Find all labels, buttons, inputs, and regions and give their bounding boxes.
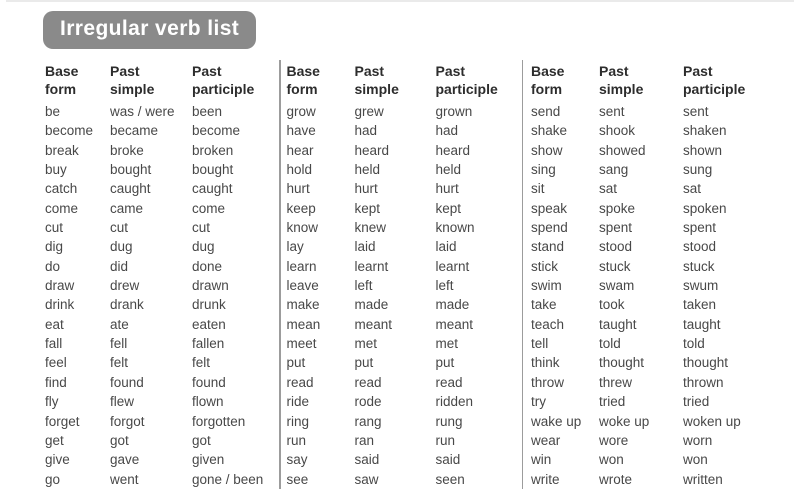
- verb-cell: had: [354, 123, 378, 139]
- header-line: participle: [435, 80, 498, 97]
- verb-cell: drunk: [192, 297, 226, 313]
- verb-cell: learnt: [354, 258, 389, 274]
- verb-cell: say: [286, 452, 308, 468]
- verb-cell: found: [192, 374, 226, 390]
- verb-cell: thrown: [683, 374, 724, 390]
- column-header-past-simple: [110, 60, 192, 102]
- verb-cell: read: [286, 374, 314, 390]
- verb-cell: won: [683, 452, 708, 468]
- verb-cell: threw: [599, 374, 633, 390]
- verb-cell: left: [354, 278, 373, 294]
- verb-cell: shook: [599, 123, 636, 139]
- verb-cell: felt: [110, 355, 129, 371]
- verb-cell: give: [45, 452, 70, 468]
- verb-cell: woken up: [683, 413, 741, 429]
- verb-cell: forgotten: [192, 413, 246, 429]
- header-line: Past: [110, 63, 140, 79]
- verb-cell: tried: [599, 394, 626, 410]
- header-line: Base: [45, 63, 79, 79]
- verb-cell: sang: [599, 162, 629, 178]
- header-line: Past: [354, 63, 385, 79]
- verb-cell: saw: [354, 471, 379, 487]
- column-header-past-simple: [355, 60, 436, 102]
- verb-cell: stuck: [599, 258, 631, 274]
- verb-cell: drink: [45, 297, 75, 313]
- verb-cell: become: [192, 123, 241, 139]
- verb-cell: given: [192, 452, 225, 468]
- column-header-base-form: [287, 60, 355, 102]
- verb-cell: drawn: [192, 278, 229, 294]
- verb-cell: throw: [531, 374, 565, 390]
- verb-cell: hurt: [435, 181, 459, 197]
- verb-cell: lay: [286, 239, 304, 255]
- header-line: simple: [110, 80, 155, 97]
- verb-cell: break: [45, 142, 79, 158]
- verb-cell: meant: [354, 316, 393, 332]
- verb-cell: become: [45, 123, 94, 139]
- header-line: participle: [192, 80, 255, 97]
- verb-cell: made: [354, 297, 389, 313]
- verb-cell: show: [531, 142, 563, 158]
- verb-cell: swim: [531, 278, 562, 294]
- verb-cell: said: [354, 452, 380, 468]
- verb-cell: ate: [110, 316, 129, 332]
- verb-cell: meant: [435, 316, 474, 332]
- verb-cell: meet: [286, 336, 317, 352]
- verb-cell: kept: [435, 200, 462, 216]
- verb-cell: run: [286, 432, 307, 448]
- header-line: Past: [435, 63, 466, 79]
- verb-cell: spoke: [599, 200, 636, 216]
- verb-cell: heard: [354, 142, 390, 158]
- verb-cell: dig: [45, 239, 64, 255]
- verb-cell: come: [192, 200, 226, 216]
- verb-cell: became: [110, 123, 159, 139]
- verb-cell: have: [286, 123, 316, 139]
- verb-table-group-2: [287, 60, 521, 489]
- verb-cell: left: [435, 278, 454, 294]
- header-line: form: [286, 80, 318, 97]
- verb-cell: wear: [531, 432, 561, 448]
- verb-cell: swum: [683, 278, 719, 294]
- verb-cell: put: [354, 355, 374, 371]
- verb-cell: get: [45, 432, 64, 448]
- verb-cell: flew: [110, 394, 135, 410]
- verb-cell: met: [354, 336, 378, 352]
- verb-cell: bought: [192, 162, 234, 178]
- verb-cell: had: [435, 123, 459, 139]
- verb-cell: stick: [531, 258, 558, 274]
- verb-cell: showed: [599, 142, 646, 158]
- verb-cell: put: [286, 355, 306, 371]
- verb-cell: stood: [599, 239, 633, 255]
- verb-cell: stood: [683, 239, 717, 255]
- verb-cell: done: [192, 258, 223, 274]
- verb-cell: found: [110, 374, 144, 390]
- verb-cell: stuck: [683, 258, 715, 274]
- verb-cell: laid: [435, 239, 457, 255]
- header-line: Past: [683, 63, 713, 79]
- verb-cell: ridden: [435, 394, 474, 410]
- verb-cell: find: [45, 374, 67, 390]
- verb-cell: hurt: [354, 181, 378, 197]
- verb-cell: took: [599, 297, 625, 313]
- verb-cell: sat: [599, 181, 618, 197]
- verb-cell: gave: [110, 452, 140, 468]
- header-line: simple: [599, 80, 644, 97]
- verb-cell: leave: [286, 278, 319, 294]
- verb-cell: held: [435, 162, 462, 178]
- verb-cell: run: [435, 432, 456, 448]
- verb-cell: read: [354, 374, 382, 390]
- header-line: Past: [192, 63, 222, 79]
- verb-cell: ring: [286, 413, 310, 429]
- verb-cell: eaten: [192, 316, 226, 332]
- verb-cell: sing: [531, 162, 556, 178]
- verb-cell: hear: [286, 142, 314, 158]
- verb-cell: gone / been: [192, 471, 264, 487]
- verb-cell: cut: [192, 220, 211, 236]
- verb-cell: knew: [354, 220, 387, 236]
- verb-cell: shown: [683, 142, 723, 158]
- verb-cell: try: [531, 394, 546, 410]
- verb-cell: ride: [286, 394, 310, 410]
- header-line: Base: [286, 63, 320, 79]
- verb-cell: taken: [683, 297, 717, 313]
- verb-cell: written: [683, 471, 723, 487]
- verb-cell: spent: [599, 220, 633, 236]
- verb-cell: woke up: [599, 413, 650, 429]
- verb-cell: held: [354, 162, 381, 178]
- verb-cell: sent: [683, 104, 709, 119]
- verb-cell: dug: [110, 239, 133, 255]
- verb-cell: caught: [110, 181, 151, 197]
- verb-cell: worn: [683, 432, 713, 448]
- verb-cell: eat: [45, 316, 64, 332]
- verb-cell: rode: [354, 394, 382, 410]
- irregular-verb-table: [45, 60, 799, 489]
- verb-cell: learn: [286, 258, 317, 274]
- verb-cell: grow: [286, 104, 316, 119]
- verb-cell: taught: [599, 316, 637, 332]
- verb-cell: tried: [683, 394, 710, 410]
- verb-cell: fall: [45, 336, 63, 352]
- verb-cell: sat: [683, 181, 702, 197]
- verb-cell: sung: [683, 162, 713, 178]
- verb-cell: spoken: [683, 200, 727, 216]
- verb-cell: taught: [683, 316, 721, 332]
- verb-cell: make: [286, 297, 320, 313]
- verb-cell: kept: [354, 200, 381, 216]
- verb-cell: grew: [354, 104, 384, 119]
- header-line: participle: [683, 80, 746, 97]
- verb-table-group-1: [45, 60, 278, 489]
- verb-cell: shake: [531, 123, 568, 139]
- verb-cell: forgot: [110, 413, 145, 429]
- verb-cell: sent: [599, 104, 625, 119]
- verb-cell: thought: [683, 355, 729, 371]
- verb-cell: mean: [286, 316, 321, 332]
- verb-table-group-3: [531, 60, 799, 489]
- verb-cell: came: [110, 200, 144, 216]
- column-header-base-form: [531, 60, 599, 102]
- verb-cell: think: [531, 355, 560, 371]
- column-header-past-simple: [599, 60, 683, 102]
- verb-cell: ran: [354, 432, 375, 448]
- header-line: Base: [531, 63, 565, 79]
- verb-cell: flown: [192, 394, 224, 410]
- column-divider: [279, 60, 281, 489]
- verb-cell: grown: [435, 104, 473, 119]
- verb-cell: said: [435, 452, 461, 468]
- verb-cell: know: [286, 220, 319, 236]
- verb-cell: laid: [354, 239, 376, 255]
- verb-cell: got: [192, 432, 211, 448]
- verb-cell: told: [599, 336, 621, 352]
- verb-cell: go: [45, 471, 61, 487]
- header-line: form: [531, 80, 563, 97]
- page-title: Irregular verb list: [43, 11, 256, 49]
- verb-cell: tell: [531, 336, 549, 352]
- verb-cell: do: [45, 258, 61, 274]
- verb-cell: cut: [45, 220, 64, 236]
- verb-cell: stand: [531, 239, 565, 255]
- verb-cell: made: [435, 297, 470, 313]
- verb-cell: did: [110, 258, 129, 274]
- verb-cell: see: [286, 471, 309, 487]
- verb-cell: be: [45, 104, 61, 119]
- verb-cell: wore: [599, 432, 629, 448]
- verb-cell: speak: [531, 200, 568, 216]
- verb-cell: dug: [192, 239, 215, 255]
- verb-cell: told: [683, 336, 705, 352]
- verb-cell: sit: [531, 181, 545, 197]
- verb-cell: send: [531, 104, 561, 119]
- verb-cell: cut: [110, 220, 129, 236]
- verb-cell: swam: [599, 278, 635, 294]
- verb-cell: fallen: [192, 336, 225, 352]
- verb-cell: wrote: [599, 471, 633, 487]
- header-line: form: [45, 80, 77, 97]
- verb-cell: teach: [531, 316, 565, 332]
- verb-cell: forget: [45, 413, 80, 429]
- verb-cell: keep: [286, 200, 316, 216]
- verb-cell: draw: [45, 278, 75, 294]
- verb-cell: win: [531, 452, 552, 468]
- header-line: simple: [354, 80, 399, 97]
- verb-cell: hurt: [286, 181, 310, 197]
- verb-cell: catch: [45, 181, 78, 197]
- verb-cell: come: [45, 200, 79, 216]
- verb-cell: put: [435, 355, 455, 371]
- verb-cell: drew: [110, 278, 140, 294]
- verb-cell: learnt: [435, 258, 470, 274]
- column-header-past-participle: [192, 60, 278, 102]
- verb-cell: felt: [192, 355, 211, 371]
- verb-cell: write: [531, 471, 560, 487]
- verb-cell: wake up: [531, 413, 582, 429]
- verb-cell: feel: [45, 355, 67, 371]
- column-divider: [522, 60, 524, 489]
- verb-cell: met: [435, 336, 459, 352]
- verb-cell: shaken: [683, 123, 727, 139]
- verb-cell: bought: [110, 162, 152, 178]
- column-header-base-form: [45, 60, 110, 102]
- verb-cell: rang: [354, 413, 382, 429]
- verb-cell: rung: [435, 413, 463, 429]
- verb-cell: read: [435, 374, 463, 390]
- verb-cell: fell: [110, 336, 128, 352]
- verb-cell: caught: [192, 181, 233, 197]
- column-header-past-participle: [436, 60, 521, 102]
- top-border-line: [6, 0, 794, 2]
- verb-cell: heard: [435, 142, 471, 158]
- verb-cell: was / were: [110, 104, 175, 119]
- verb-cell: drank: [110, 297, 144, 313]
- verb-cell: won: [599, 452, 624, 468]
- header-line: Past: [599, 63, 629, 79]
- verb-cell: take: [531, 297, 557, 313]
- verb-cell: been: [192, 104, 223, 119]
- verb-cell: got: [110, 432, 129, 448]
- verb-cell: spend: [531, 220, 568, 236]
- verb-cell: thought: [599, 355, 645, 371]
- verb-cell: broken: [192, 142, 234, 158]
- verb-cell: known: [435, 220, 475, 236]
- verb-cell: fly: [45, 394, 59, 410]
- verb-cell: went: [110, 471, 139, 487]
- verb-cell: buy: [45, 162, 67, 178]
- column-header-past-participle: [683, 60, 799, 102]
- verb-cell: seen: [435, 471, 465, 487]
- verb-cell: broke: [110, 142, 144, 158]
- verb-cell: spent: [683, 220, 717, 236]
- verb-cell: hold: [286, 162, 313, 178]
